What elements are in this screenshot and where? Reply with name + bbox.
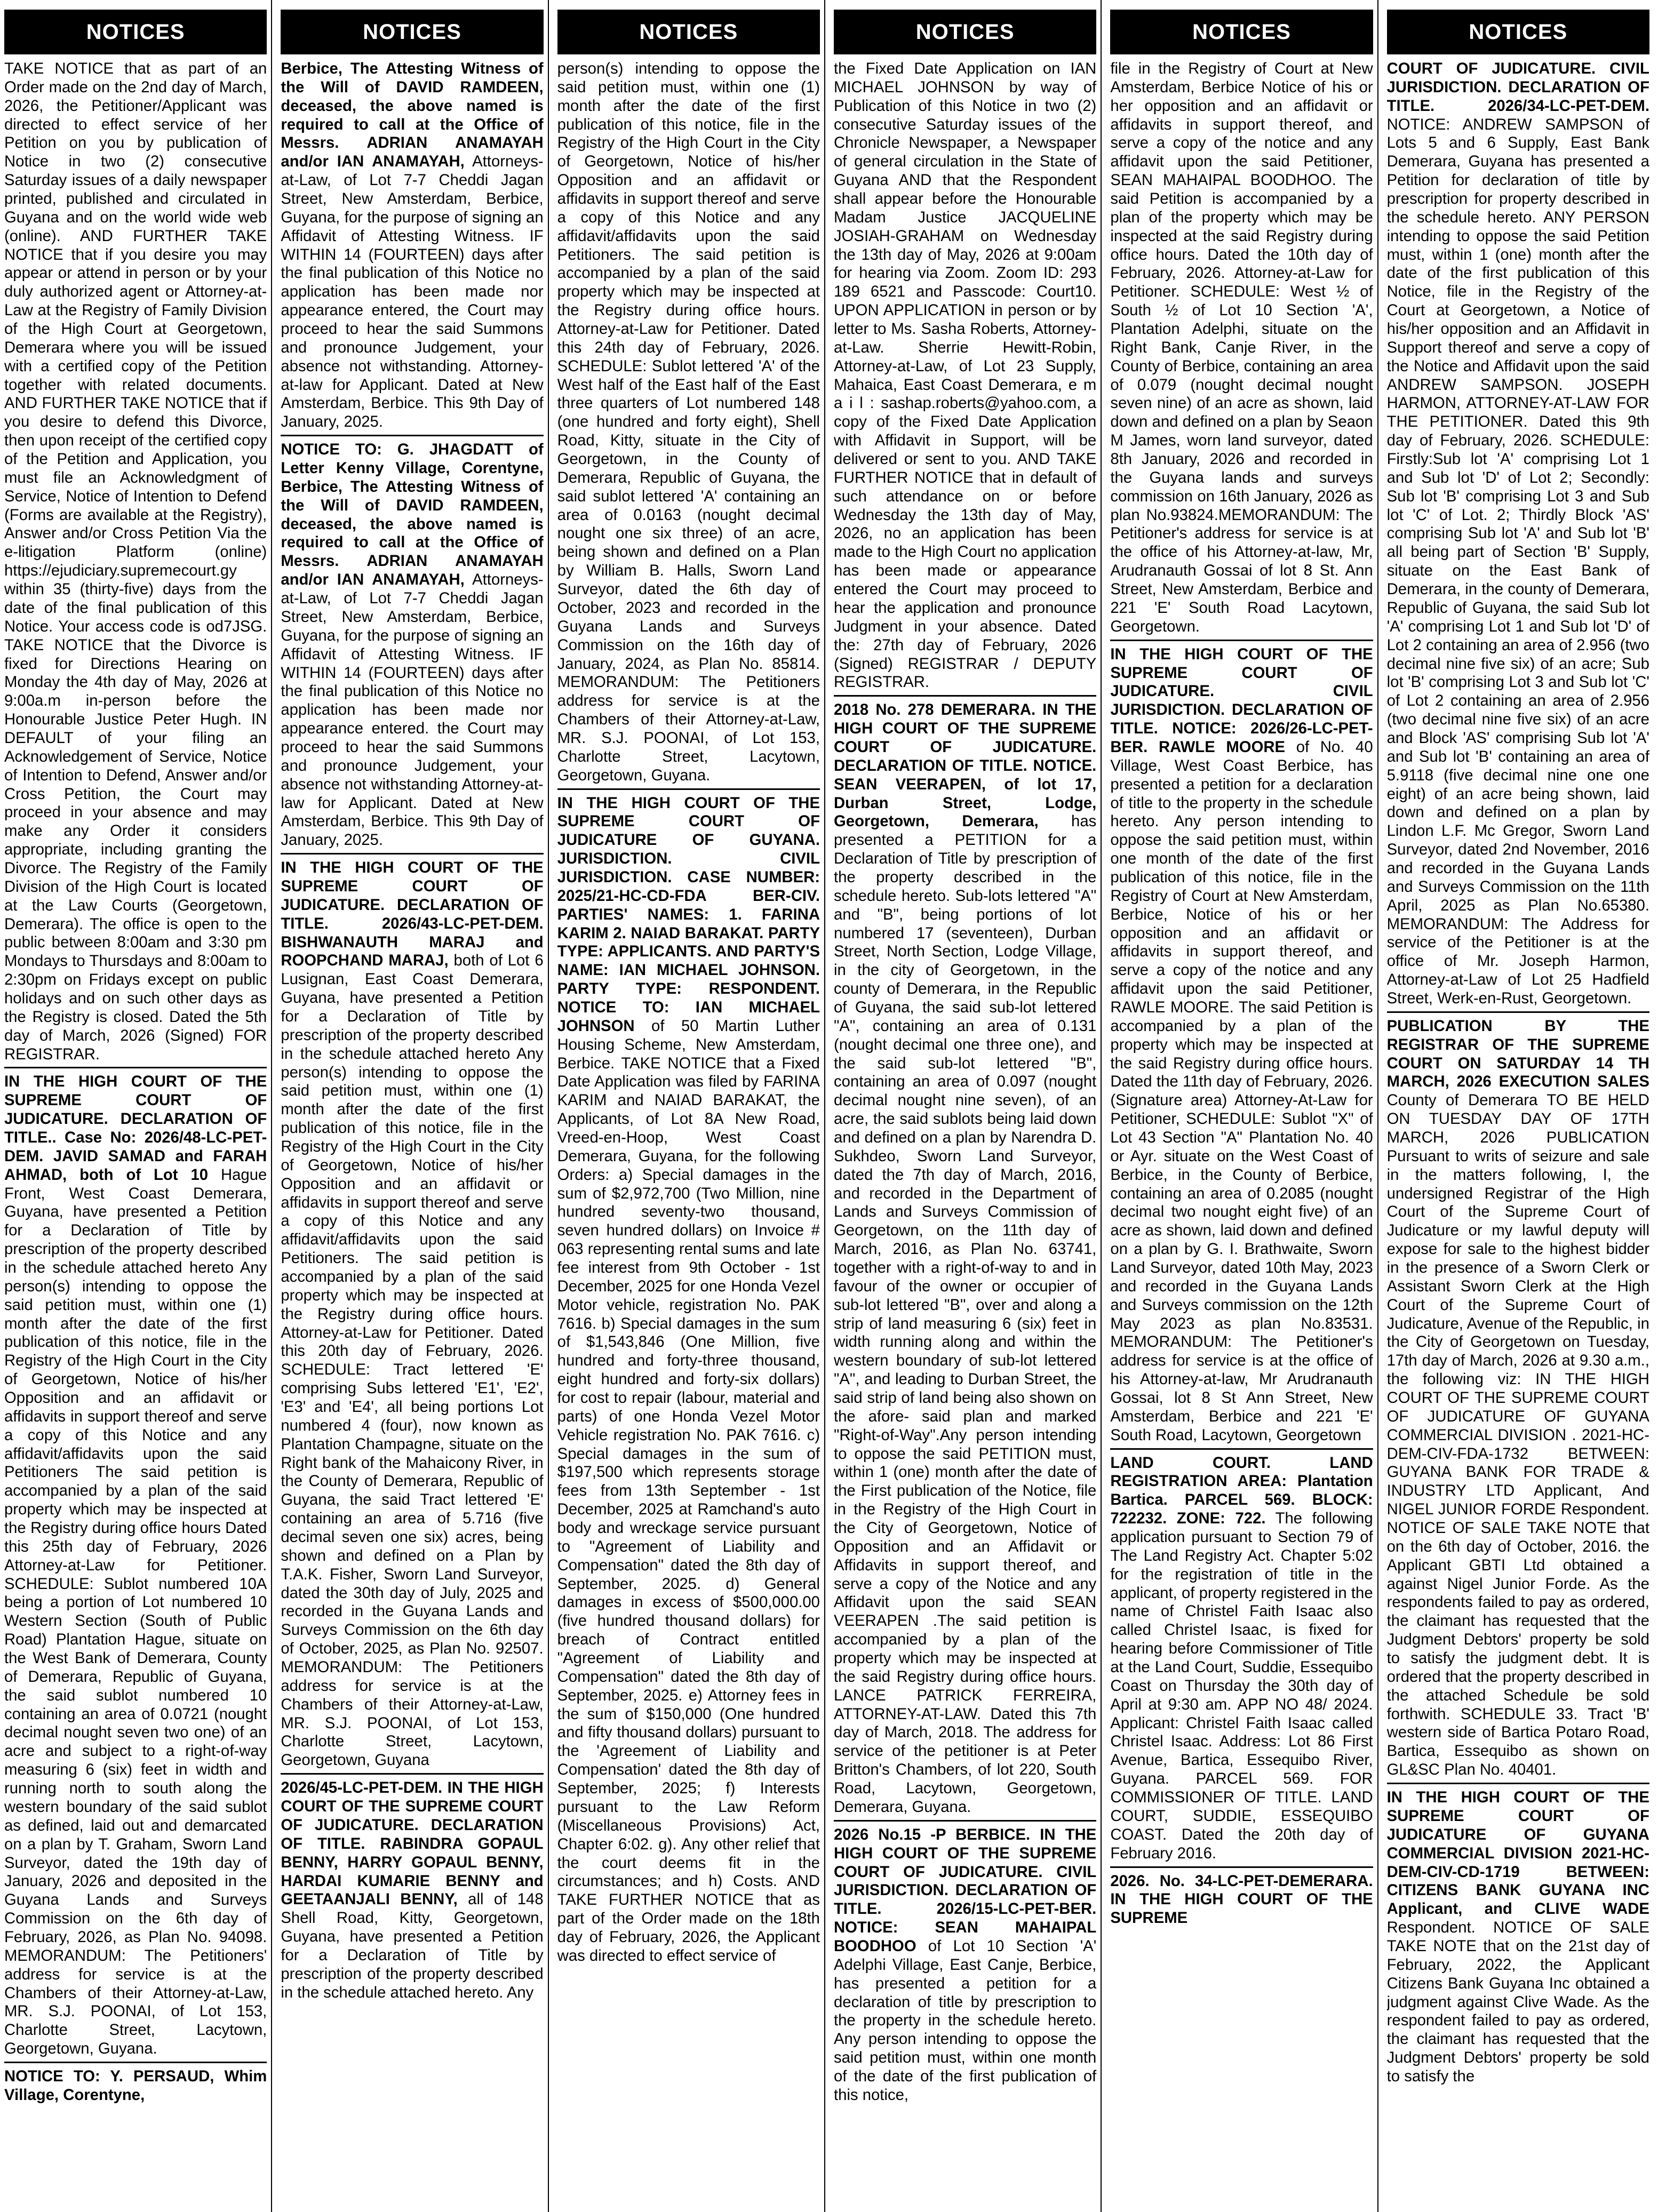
notice-heading: LAND COURT. LAND REGISTRATION AREA: Plantation Bartica. PARCEL 569. BLOCK: 722232. ZONE: 722.: [1110, 1454, 1373, 1528]
notice: [1387, 60, 1649, 1008]
notice-body: of No. 40 Village, West Coast Berbice, has presented a petition for a declaration of title to the property in the schedule hereto. Any person intending to oppose the said petition must, within one month of the date of the first publication of this notice, file in the Registry of Court at New Amsterdam, Berbice, Notice of his or her opposition and an affidavit or affidavits in support thereof, and serve a copy of the notice and any affidavit upon the said Petitioner, RAWLE MOORE. The said Petition is accompanied by a plan of the property which may be inspected at the said Registry during office hours. Dated the 11th day of February, 2026. (Signature area) Attorney-At-Law for Petitioner, SCHEDULE: Sublot "X" of Lot 43 Section "A" Plantation No. 40 or Ayr. situate on the West Coast of Berbice, in the County of Berbice, containing an area of 0.2085 (nought decimal two nought eight five) of an acre as shown, laid down and defined on a plan by G. I. Brathwaite, Sworn Land Surveyor, dated 10th May, 2023 and recorded in the Guyana Lands and Surveys commission on the 12th May 2023 as plan No.83531. MEMORANDUM: The Petitioner's address for service is at the office of his Attorney-at-law, Mr Arudranauth Gossai, lot 8 St Ann Street, New Amsterdam, Berbice and 221 'E' South Road, Lacytown, Georgetown: [1110, 738, 1373, 1444]
column-header: NOTICES: [557, 10, 820, 54]
notice-body: The following application pursuant to Section 79 of The Land Registry Act. Chapter 5:02 for the registration of title in the applicant, of property registered in the name of Christel Faith Isaac also called Christel Isaac, is fixed for hearing before Commissioner of Title at the Land Court, Suddie, Essequibo Coast on Thursday the 30th day of April at 9:30 am. APP NO 48/ 2024. Applicant: Christel Faith Isaac called Christel Isaac. Address: Lot 86 First Avenue, Bartica, Essequibo River, Guyana. PARCEL 569. FOR COMMISSIONER OF TITLE. LAND COURT, SUDDIE, ESSEQUIBO COAST. Dated the 20th day of February 2016.: [1110, 1510, 1373, 1862]
divider: [1110, 1866, 1373, 1868]
notice-body: file in the Registry of Court at New Amsterdam, Berbice Notice of his or her opposition and an affidavit or affidavits in support thereof, and serve a copy of the notice and any affidavit upon the said Petitioner, SEAN MAHAIPAL BOODHOO. The said Petition is accompanied by a plan of the property which may be inspected at the said Registry during office hours. Dated the 10th day of February, 2026. Attorney-at-Law for Petitioner. SCHEDULE: West ½ of South ½ of Lot 10 Section 'A', Plantation Adelphi, situate on the Right Bank, Canje River, in the County of Berbice, containing an area of 0.079 (nought decimal nought seven nine) of an acre as shown, laid down and defined on a plan by Seaon M James, worn land surveyor, dated 8th January, 2026 and recorded in the Guyana lands and surveys commission on 16th January, 2026 as plan No.93824.MEMORANDUM: The Petitioner's address for service is at the office of his Attorney-at-law, Mr, Arudranauth Gossai of lot 8 St. Ann Street, New Amsterdam, Berbice and 221 'E' South Road Lacytown, Georgetown.: [1110, 60, 1373, 635]
notice-heading: 2026/45-LC-PET-DEM. IN THE HIGH COURT OF THE SUPREME COURT OF JUDICATURE. DECLARATION OF TITLE. RABINDRA GOPAUL BENNY, HARRY GOPAUL BENNY, HARDAI KUMARIE BENNY and GEETAANJALI BENNY,: [281, 1779, 544, 1908]
column-1: [4, 0, 272, 2212]
notice-body: has presented a PETITION for a Declaration of Title by prescription of the property described in the schedule hereto. Sub-lots lettered "A" and "B", being portions of lot numbered 17 (seventeen), Durban Street, North Section, Lodge Village, in the city of Georgetown, in the county of Demerara, in the Republic of Guyana, the said sub-lot lettered "A", containing an area of 0.131 (nought decimal one three one), and the said sub-lot lettered "B", containing an area of 0.097 (nought decimal nought nine seven), of an acre, the said sublots being laid down and defined on a plan by Narendra D. Sukhdeo, Sworn Land Surveyor, dated the 7th day of March, 2016, and recorded in the Department of Lands and Surveys Commission of Georgetown, on the 11th day of March, 2016, as Plan No. 63741, together with a right-of-way to and in favour of the owner or occupier of sub-lot lettered "B", over and along a strip of land measuring 6 (six) feet in width running along and within the western boundary of sub-lot lettered "A", and leading to Durban Street, the said strip of land being also shown on the afore- said plan and marked "Right-of-Way".Any person intending to oppose the said PETITION must, within 1 (one) month after the date of the First publication of the Notice, file in the Registry of the High Court in the City of Georgetown, Notice of Opposition and an Affidavit or Affidavits in support thereof, and serve a copy of the Notice and any Affidavit upon the said SEAN VEERAPEN .The said petition is accompanied by a plan of the property which may be inspected at the said Registry during office hours. LANCE PATRICK FERREIRA, ATTORNEY-AT-LAW. Dated this 7th day of March, 2018. The address for service of the petitioner is at Peter Britton's Chambers, of lot 220, South Road, Lacytown, Georgetown, Demerara, Guyana.: [833, 812, 1097, 1816]
notice-heading: PUBLICATION BY THE REGISTRAR OF THE SUPREME COURT ON SATURDAY 14 TH MARCH, 2026 EXECUTION SALES: [1386, 1017, 1649, 1091]
notice-heading: IN THE HIGH COURT OF THE SUPREME COURT OF JUDICATURE OF GUYANA COMMERCIAL DIVISION 2021-HC-DEM-CIV-CD-1719 BETWEEN: CITIZENS BANK GUYANA INC Applicant, and CLIVE WADE: [1386, 1788, 1649, 1918]
notice-body: the Fixed Date Application on IAN MICHAEL JOHNSON by way of Publication of this Notice in two (2) consecutive Saturday issues of the Chronicle Newspaper, a Newspaper of general circulation in the State of Guyana AND that the Respondent shall appear before the Honourable Madam Justice JACQUELINE JOSIAH-GRAHAM on Wednesday the 13th day of May, 2026 at 9:00am for hearing via Zoom. Zoom ID: 293 189 6521 and Passcode: Court10. UPON APPLICATION in person or by letter to Ms. Sasha Roberts, Attorney-at-Law. Sherrie Hewitt-Robin, Attorney-at-Law, of Lot 23 Supply, Mahaica, East Coast Demerara, e m a i l : sashap.roberts@yahoo.com, a copy of the Fixed Date Application with Affidavit in Support, will be delivered or sent to you. AND TAKE FURTHER NOTICE that in default of such attendance on or before Wednesday the 13th day of May, 2026, no an application has been made to the High Court no application has been made or appearance entered the Court may proceed to hear the application and pronounce Judgment in your absence. Dated the: 27th day of February, 2026 (Signed) REGISTRAR / DEPUTY REGISTRAR.: [833, 60, 1097, 691]
notice: [4, 60, 267, 1064]
notice-heading: 2018 No. 278 DEMERARA. IN THE HIGH COURT OF THE SUPREME COURT OF JUDICATURE. DECLARATION OF TITLE. NOTICE. SEAN VEERAPEN, of lot 17, Durban Street, Lodge, Georgetown, Demerara,: [833, 701, 1097, 831]
divider: [281, 435, 543, 436]
notice-heading: Berbice, The Attesting Witness of the Will of DAVID RAMDEEN, deceased, the above named is required to call at the Office of Messrs. ADRIAN ANAMAYAH and/or IAN ANAMAYAH,: [281, 60, 544, 171]
divider: [557, 788, 820, 790]
notice-body: NOTICE: ANDREW SAMPSON of Lots 5 and 6 Supply, East Bank Demerara, Guyana has presented a Petition for declaration of title by prescription for property described in the schedule hereto. ANY PERSON intending to oppose the said Petition must, within 1 (one) month after the date of the first publication of this Notice, file in the Registry of the Court at Georgetown, a Notice of his/her opposition and an Affidavit in Support thereof and serve a copy of the Notice and Affidavit upon the said ANDREW SAMPSON. JOSEPH HARMON, ATTORNEY-AT-LAW FOR THE PETITIONER. Dated this 9th day of February, 2026. SCHEDULE: Firstly:Sub lot 'A' comprising Lot 1 and Sub lot 'D' of Lot 2; Secondly: Sub lot 'B' comprising Lot 3 and Sub lot 'C' of Lot. 2; Thirdly Block 'AS' comprising Sub lot 'A' and Sub lot 'B' all being part of Section 'B' Supply, situate on the East Bank of Demerara, in the county of Demerara, Republic of Guyana, the said Sub lot 'A' comprising Lot 1 and Sub lot 'D' of Lot 2 containing an area of 2.956 (two decimal nine five six) of an acre; Sub lot 'B' comprising Lot 3 and Sub lot 'C' of Lot 2 containing an area of 2.956 (two decimal nine five six) of an acre and Block 'AS' comprising Sub lot 'A' and Sub lot 'B' containing an area of 5.9118 (five decimal nine one one eight) of an acre being shown, laid down and defined on a plan by Lindon L.F. Mc Gregor, Sworn Land Surveyor, dated 2nd November, 2016 and recorded in the Guyana Lands and Surveys Commission on the 11th April, 2025 as Plan No.65380. MEMORANDUM: The Address for service of the Petitioner is at the office of Mr. Joseph Harmon, Attorney-at-Law of Lot 25 Hadfield Street, Werk-en-Rust, Georgetown.: [1386, 115, 1649, 1007]
column-2: [281, 0, 548, 2212]
notice-heading: 2026 No.15 -P BERBICE. IN THE HIGH COURT OF THE SUPREME COURT OF JUDICATURE. CIVIL JURISDICTION. DECLARATION OF TITLE. 2026/15-LC-PET-BER. NOTICE: SEAN MAHAIPAL BOODHOO: [833, 1825, 1097, 1955]
notice-body: Respondent. NOTICE OF SALE TAKE NOTE that on the 21st day of February, 2022, the Applicant Citizens Bank Guyana Inc obtained a judgment against Clive Wade. As the respondent failed to pay as ordered, the claimant has requested that the Judgment Debtors' property be sold to satisfy the: [1386, 1919, 1649, 2085]
divider: [281, 853, 543, 855]
divider: [1110, 640, 1373, 641]
notice-heading: IN THE HIGH COURT OF THE SUPREME COURT OF JUDICATURE. DECLARATION OF TITLE. 2026/43-LC-PET-DEM. BISHWANAUTH MARAJ and ROOPCHAND MARAJ,: [281, 859, 544, 970]
notice-heading: COURT OF JUDICATURE. CIVIL JURISDICTION. DECLARATION OF TITLE. 2026/34-LC-PET-DEM.: [1386, 60, 1649, 115]
notice-body: Attorneys-at-Law, of Lot 7-7 Cheddi Jagan Street, New Amsterdam, Berbice, Guyana, for the purpose of signing an Affidavit of Attesting Witness. IF WITHIN 14 (FOURTEEN) days after the final publication of this Notice no application has been made nor appearance entered, the Court may proceed to hear the said Summons and pronounce Judgement, your absence not withstanding. Attorney-at-law for Applicant. Dated at New Amsterdam, Berbice. This 9th Day of January, 2025.: [281, 153, 544, 431]
notice-body: both of Lot 6 Lusignan, East Coast Demerara, Guyana, have presented a Petition for a Declaration of Title by prescription of the property described in the schedule attached hereto Any person(s) intending to oppose the said petition must, within one (1) month after the date of the first publication of this notice, file in the Registry of the High Court in the City of Georgetown, Notice of his/her Opposition and an affidavit or affidavits in support thereof and serve a copy of this Notice and any affidavit/affidavits upon the said Petitioners. The said petition is accompanied by a plan of the said property which may be inspected at the Registry during office hours. Attorney-at-Law for Petitioner. Dated this 20th day of February, 2026. SCHEDULE: Tract lettered 'E' comprising Subs lettered 'E1', 'E2', 'E3' and 'E4', all being portions Lot numbered 4 (four), now known as Plantation Champagne, situate on the Right bank of the Mahaicony River, in the County of Demerara, Republic of Guyana, the said Tract lettered 'E' containing an area of 5.716 (five decimal seven one six) acres, being shown and defined on a Plan by T.A.K. Fisher, Sworn Land Surveyor, dated the 30th day of July, 2025 and recorded in the Guyana Lands and Surveys Commission on the 6th day of October, 2025, as Plan No. 92507. MEMORANDUM: The Petitioners address for service is at the Chambers of their Attorney-at-Law, MR. S.J. POONAI, of Lot 153, Charlotte Street, Lacytown, Georgetown, Guyana: [281, 952, 544, 1769]
divider: [834, 1820, 1096, 1822]
notice-body: all of 148 Shell Road, Kitty, Georgetown, Guyana, have presented a Petition for a Declaration of Title by prescription of the property described in the schedule attached hereto. Any: [281, 1890, 544, 2001]
notice: [834, 1826, 1096, 2105]
divider: [1110, 1448, 1373, 1450]
notice: [1387, 1788, 1649, 2086]
notice-heading: IN THE HIGH COURT OF THE SUPREME COURT OF JUDICATURE OF GUYANA. JURISDICTION. CIVIL JURISDICTION. CASE NUMBER: 2025/21-HC-CD-FDA BER-CIV. PARTIES' NAMES: 1. FARINA KARIM 2. NAIAD BARAKAT. PARTY TYPE: APPLICANTS. AND PARTY'S NAME: IAN MICHAEL JOHNSON. PARTY TYPE: RESPONDENT. NOTICE TO: IAN MICHAEL JOHNSON: [557, 794, 820, 1035]
notice-body: Hague Front, West Coast Demerara, Guyana, have presented a Petition for a Declaration of Title by prescription of the property described in the schedule attached hereto Any person(s) intending to oppose the said petition must, within one (1) month after the date of the first publication of this notice, file in the Registry of the High Court in the City of Georgetown, Notice of his/her Opposition and an affidavit or affidavits in support thereof and serve a copy of this Notice and any affidavit/affidavits upon the said Petitioners The said petition is accompanied by a plan of the said property which may be inspected at the Registry during office hours Dated this 25th day of February, 2026 Attorney-at-Law for Petitioner. SCHEDULE: Sublot numbered 10A being a portion of Lot numbered 10 Western Section (South of Public Road) Plantation Hague, situate on the West Bank of Demerara, County of Demerara, Republic of Guyana, the said sublot numbered 10 containing an area of 0.0721 (nought decimal nought seven two one) of an acre and subject to a right-of-way measuring 6 (six) feet in width and running north to south along the western boundary of the said sublot as defined, laid out and demarcated on a plan by T. Graham, Sworn Land Surveyor, dated the 19th day of January, 2026 and deposited in the Guyana Lands and Surveys Commission on the 6th day of February, 2026, as Plan No. 94098. MEMORANDUM: The Petitioners' address for service is at the Chambers of their Attorney-at-Law, MR. S.J. POONAI, of Lot 153, Charlotte Street, Lacytown, Georgetown, Guyana.: [4, 1165, 267, 2058]
notice-heading: NOTICE TO: Y. PERSAUD, Whim Village, Corentyne,: [4, 2067, 267, 2104]
notice: [557, 794, 820, 1966]
notice: [1110, 60, 1373, 636]
notice: [4, 2067, 267, 2105]
divider: [1387, 1783, 1649, 1784]
notice-heading: NOTICE TO: G. JHAGDATT of Letter Kenny Village, Corentyne, Berbice, The Attesting Witness of the Will of DAVID RAMDEEN, deceased, the above named is required to call at the Office of Messrs. ADRIAN ANAMAYAH and/or IAN ANAMAYAH,: [281, 441, 544, 589]
column-6: [1387, 0, 1654, 2212]
notice-heading: IN THE HIGH COURT OF THE SUPREME COURT OF JUDICATURE. CIVIL JURISDICTION. DECLARATION OF TITLE. NOTICE: 2026/26-LC-PET-BER. RAWLE MOORE: [1110, 645, 1373, 756]
column-header: NOTICES: [834, 10, 1096, 54]
column-header: NOTICES: [1387, 10, 1649, 54]
notice-body: of Lot 10 Section 'A' Adelphi Village, East Canje, Berbice, has presented a petition for a declaration of title by prescription to the property in the schedule hereto. Any person intending to oppose the said petition must, within one month of the date of the first publication of this notice,: [833, 1937, 1097, 2104]
column-header: NOTICES: [4, 10, 267, 54]
divider: [4, 1067, 267, 1068]
notice: [281, 441, 543, 850]
notice-body: Attorneys-at-Law, of Lot 7-7 Cheddi Jagan Street, New Amsterdam, Berbice, Guyana, for the purpose of signing an Affidavit of Attesting Witness. IF WITHIN 14 (FOURTEEN) days after the final publication of this Notice no application has been made nor appearance entered. the Court may proceed to hear the said Summons and pronounce Judgement, your absence not withstanding Attorney-at-law for Applicant. Dated at New Amsterdam, Berbice. This 9th Day of January, 2025.: [281, 571, 544, 849]
notice: [1387, 1017, 1649, 1779]
notice-heading: 2026. No. 34-LC-PET-DEMERARA. IN THE HIGH COURT OF THE SUPREME: [1110, 1872, 1373, 1927]
notice-body: TAKE NOTICE that as part of an Order made on the 2nd day of March, 2026, the Petitioner/Applicant was directed to effect service of her Petition on you by publication of Notice in two (2) consecutive Saturday issues of a daily newspaper printed, published and circulated in Guyana and on the world wide web (online). AND FURTHER TAKE NOTICE that if you desire you may appear or attend in person or by your duly authorized agent or Attorney-at-Law at the Registry of Family Division of the High Court at Georgetown, Demerara where you will be issued with a certified copy of the Petition together with related documents. AND FURTHER TAKE NOTICE that if you desire to defend this Divorce, then upon receipt of the certified copy of the Petition and Application, you must file an Acknowledgment of Service, Notice of Intention to Defend (Forms are available at the Registry), Answer and/or Cross Petition Via the e-litigation Platform (online) https://ejudiciary.supremecourt.gy within 35 (thirty-five) days from the date of the final publication of this Notice. Your access code is od7JSG. TAKE NOTICE that the Divorce is fixed for Directions Hearing on Monday the 4th day of May, 2026 at 9:00a.m in-person before the Honourable Justice Peter Hugh. IN DEFAULT of your filing an Acknowledgement of Service, Notice of Intention to Defend, Answer and/or Cross Petition, the Court may proceed in your absence and may make any Order it considers appropriate, including granting the Divorce. The Registry of the Family Division of the High Court is located at the Law Courts (Georgetown, Demerara). The office is open to the public between 8:00am and 3:30 pm Mondays to Thursdays and 8:00am to 2:30pm on Fridays except on public holidays and on such other days as the Registry is closed. Dated the 5th day of March, 2026 (Signed) FOR REGISTRAR.: [4, 60, 267, 1063]
column-4: [834, 0, 1102, 2212]
notice: [1110, 645, 1373, 1445]
notice: [557, 60, 820, 785]
column-5: [1110, 0, 1378, 2212]
notice: [281, 859, 543, 1770]
column-header: NOTICES: [281, 10, 543, 54]
notice-heading: IN THE HIGH COURT OF THE SUPREME COURT OF JUDICATURE. DECLARATION OF TITLE.. Case No: 2026/48-LC-PET-DEM. JAVID SAMAD and FARAH AHMAD, both of Lot 10: [4, 1073, 267, 1184]
column-header: NOTICES: [1110, 10, 1373, 54]
notice-body: of 50 Martin Luther Housing Scheme, New Amsterdam, Berbice. TAKE NOTICE that a Fixed Date Application was filed by FARINA KARIM and NAIAD BARAKAT, the Applicants, of Lot 8A New Road, Vreed-en-Hoop, West Coast Demerara, Guyana, for the following Orders: a) Special damages in the sum of $2,972,700 (Two Million, nine hundred seventy-two thousand, seven hundred dollars) on Invoice # 063 representing rental sums and late fee interest from 9th October - 1st December, 2025 for one Honda Vezel Motor vehicle, registration No. PAK 7616. b) Special damages in the sum of $1,543,846 (One Million, five hundred and forty-three thousand, eight hundred and forty-six dollars) for cost to repair (labour, material and parts) of one Honda Vezel Motor Vehicle registration No. PAK 7616. c) Special damages in the sum of $197,500 which represents storage fees from 13th September - 1st December, 2025 at Ramchand's auto body and wreckage service pursuant to "Agreement of Liability and Compensation" dated the 8th day of September, 2025. d) General damages in excess of $500,000.00 (five hundred thousand dollars) for breach of Contract entitled "Agreement of Liability and Compensation" dated the 8th day of September, 2025. e) Attorney fees in the sum of $150,000 (One hundred and fifty thousand dollars) pursuant to the 'Agreement of Liability and Compensation' dated the 8th day of September, 2025; f) Interests pursuant to the Law Reform (Miscellaneous Provisions) Act, Chapter 6:02. g). Any other relief that the court deems fit in the circumstances; and h) Costs. AND TAKE FURTHER NOTICE that as part of the Order made on the 18th day of February, 2026, the Applicant was directed to effect service of: [557, 1017, 820, 1965]
divider: [1387, 1011, 1649, 1013]
divider: [281, 1773, 543, 1775]
divider: [4, 2062, 267, 2063]
notice: [834, 701, 1096, 1817]
notice: [281, 60, 543, 432]
notice: [1110, 1872, 1373, 1928]
notice: [281, 1779, 543, 2002]
column-3: [557, 0, 825, 2212]
divider: [834, 695, 1096, 697]
notice: [1110, 1454, 1373, 1863]
notice: [4, 1073, 267, 2058]
notice-body: person(s) intending to oppose the said petition must, within one (1) month after the date of the first publication of this notice, file in the Registry of the High Court in the City of Georgetown, Notice of his/her Opposition and an affidavit or affidavits in support thereof and serve a copy of this Notice and any affidavit/affidavits upon the said Petitioners. The said petition is accompanied by a plan of the said property which may be inspected at the Registry during office hours. Attorney-at-Law for Petitioner. Dated this 24th day of February, 2026. SCHEDULE: Sublot lettered 'A' of the West half of the East half of the East three quarters of Lot numbered 148 (one hundred and forty eight), Shell Road, Kitty, situate in the City of Georgetown, in the County of Demerara, Republic of Guyana, the said sublot lettered 'A' containing an area of 0.0163 (nought decimal nought one six three) of an acre, being shown and defined on a Plan by William B. Halls, Sworn Land Surveyor, dated the 6th day of October, 2023 and recorded in the Guyana Lands and Surveys Commission on the 16th day of January, 2024, as Plan No. 85814. MEMORANDUM: The Petitioners address for service is at the Chambers of their Attorney-at-Law, MR. S.J. POONAI, of Lot 153, Charlotte Street, Lacytown, Georgetown, Guyana.: [557, 60, 820, 784]
notice-body: County of Demerara TO BE HELD ON TUESDAY DAY OF 17TH MARCH, 2026 PUBLICATION Pursuant to writs of seizure and sale in the matters following, I, the undersigned Registrar of the High Court of the Supreme Court of Judicature or my lawful deputy will expose for sale to the highest bidder in the presence of a Sworn Clerk or Assistant Sworn Clerk at the High Court of the Supreme Court of Judicature, Avenue of the Republic, in the City of Georgetown on Tuesday, 17th day of March, 2026 at 9.30 a.m., the following viz: IN THE HIGH COURT OF THE SUPREME COURT OF JUDICATURE OF GUYANA COMMERCIAL DIVISION . 2021-HC-DEM-CIV-FDA-1732 BETWEEN: GUYANA BANK FOR TRADE & INDUSTRY LTD Applicant, And NIGEL JUNIOR FORDE Respondent. NOTICE OF SALE TAKE NOTE that on the 6th day of October, 2016. the Applicant GBTI Ltd obtained a against Nigel Junior Forde. As the respondents failed to pay as ordered, the claimant has requested that the Judgment Debtors' property be sold to satisfy the judgment debt. It is ordered that the property described in the attached Schedule be sold forthwith. SCHEDULE 33. Tract 'B' western side of Bartica Potaro Road, Bartica, Essequibo as shown on GL&SC Plan No. 40401.: [1386, 1091, 1649, 1779]
notice: [834, 60, 1096, 692]
